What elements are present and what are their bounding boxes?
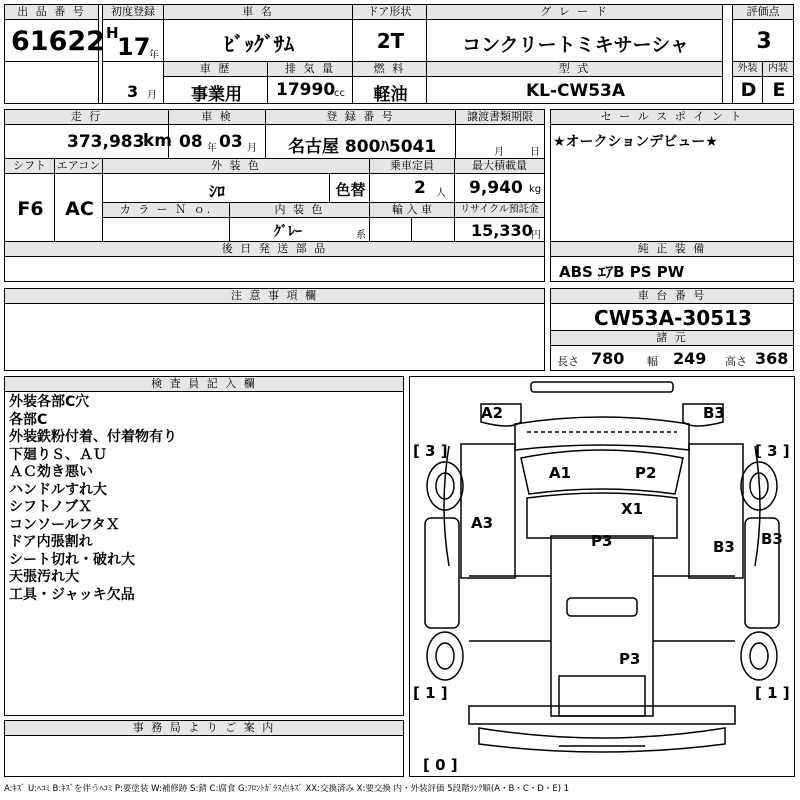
chassis-header: 車 台 番 号 [550, 288, 794, 304]
mileage-cell [4, 124, 173, 159]
year-unit: 年 [149, 50, 159, 61]
shift-cell [4, 173, 55, 242]
inspector-note: ドア内張割れ [9, 534, 93, 550]
lot-no-lower [4, 61, 99, 104]
ac-value: AC [65, 198, 94, 220]
legend-text: A:ｷｽﾞ U:ﾍｺﾐ B:ｷｽﾞを伴うﾍｺﾐ P:要塗装 W:補修跡 S:錆 C:腐食 G:ﾌﾛﾝﾄｶﾞﾗｽ点ｷｽﾞ XX:交換済み X:要交換 内・外装評価 5段階ﾗﾝｸ順(A・B・C・D・E) 1 [4, 784, 570, 794]
chassis-value: CW53A-30513 [594, 306, 752, 330]
model-value: KL-CW53A [525, 81, 626, 101]
length-value: 780 [591, 349, 625, 368]
grade-value: コンクリートミキサーシャ [462, 34, 689, 56]
inspector-note: ＡＣ効き悪い [9, 464, 93, 480]
inspection-header: 車 検 [168, 109, 266, 125]
capacity-cell [369, 173, 455, 203]
chassis-cell [550, 303, 794, 331]
inspector-note: 各部C [9, 411, 48, 428]
lot-no-cell [4, 19, 105, 62]
capacity-header: 乗車定員 [369, 158, 455, 174]
genuine-cell [550, 256, 794, 282]
inspector-note: 工具・ジャッキ欠品 [9, 586, 135, 603]
displacement-unit: cc [334, 88, 345, 99]
max-load-value: 9,940 [469, 178, 523, 198]
inspection-month-value: 03 [219, 132, 243, 152]
recycle-value: 15,330 [471, 221, 533, 240]
door-cell [352, 19, 427, 62]
transfer-header: 譲渡書類期限 [455, 109, 545, 125]
specs-header: 諸 元 [550, 330, 794, 346]
color-change-cell [329, 173, 370, 203]
bracket-bottom-center: [ 0 ] [423, 756, 458, 774]
transfer-cell [455, 124, 545, 159]
car-name-header: 車 名 [163, 4, 353, 20]
grade-cell [426, 19, 723, 62]
recycle-header: リサイクル預託金 [454, 202, 545, 218]
door-value: 2T [376, 29, 405, 53]
displacement-value: 17990 [276, 80, 336, 100]
color-value: ｼﾛ [208, 182, 225, 201]
plate-header: 登 録 番 号 [265, 109, 456, 125]
capacity-value: 2 [414, 178, 426, 198]
exterior-header: 外装 [732, 61, 763, 77]
genuine-value: ABS ｴｱB PS PW [559, 263, 685, 281]
truck-diagram [409, 376, 795, 777]
length-label: 長さ [557, 355, 579, 368]
inspection-cell [168, 124, 266, 159]
inspector-note: 天張汚れ大 [9, 569, 79, 585]
mark-b3-right: B3 [761, 530, 783, 548]
color-header: 外 装 色 [102, 158, 370, 174]
score-value: 3 [756, 29, 772, 54]
exterior-cell [732, 76, 763, 104]
mark-b3-side: B3 [713, 538, 735, 556]
mark-x1: X1 [621, 500, 644, 518]
sales-point-value: ★オークションデビュー★ [553, 134, 718, 150]
fuel-value: 軽油 [373, 85, 408, 105]
inspector-note: コンソールフタＸ [9, 516, 120, 533]
year-value: 17 [117, 33, 151, 61]
month-value: 3 [127, 82, 139, 101]
caution-cell [4, 303, 545, 371]
width-label: 幅 [647, 355, 658, 368]
max-load-cell [454, 173, 545, 203]
transfer-month-unit: 月 [494, 147, 504, 158]
lot-no-value: 61622 [11, 26, 105, 57]
import-header: 輸 入 車 [369, 202, 455, 218]
specs-cell [550, 345, 794, 371]
interior-grade-value: E [772, 79, 786, 101]
inspector-header: 検 査 員 記 入 欄 [4, 376, 404, 392]
shift-header: シフト [4, 158, 55, 174]
history-cell [163, 76, 268, 104]
bracket-top-left: [ 3 ] [413, 442, 448, 460]
int-color-value: ｸﾞﾚｰ [274, 224, 302, 240]
inspector-note: シート切れ・破れ大 [9, 551, 135, 568]
width-value: 249 [673, 349, 707, 368]
car-name-value: ﾋﾞｯｸﾞｻﾑ [224, 32, 294, 56]
bracket-bottom-left: [ 1 ] [413, 684, 448, 702]
mark-p3-bed: P3 [619, 650, 641, 668]
first-reg-cell [102, 19, 164, 62]
month-cell [102, 61, 164, 104]
height-value: 368 [755, 349, 789, 368]
score-cell [732, 19, 794, 62]
sales-point-header: セ ー ル ス ポ イ ン ト [550, 109, 794, 125]
history-header: 車 歴 [163, 61, 268, 77]
lot-no-header: 出 品 番 号 [4, 4, 99, 20]
inspector-note: 下廻りＳ、ＡＵ [9, 446, 107, 463]
ac-header: エアコン [54, 158, 103, 174]
car-name-cell [163, 19, 353, 62]
displacement-header: 排 気 量 [267, 61, 353, 77]
grade-header: グ レ ー ド [426, 4, 723, 20]
inspector-note: シフトノブＸ [9, 499, 93, 515]
office-cell [4, 735, 404, 777]
recycle-unit: 円 [531, 230, 541, 241]
capacity-unit: 人 [436, 188, 446, 199]
inspection-month-unit: 月 [247, 143, 257, 154]
mark-a1: A1 [549, 464, 572, 482]
inspector-note: 外装鉄粉付着、付着物有り [9, 429, 177, 445]
color-no-header: カ ラ ー Ｎ ｏ. [102, 202, 230, 218]
interior-cell [762, 76, 794, 104]
mark-p2: P2 [635, 464, 657, 482]
exterior-grade-value: D [740, 79, 757, 101]
month-unit: 月 [147, 90, 157, 101]
later-parts-cell [4, 256, 545, 282]
inspection-year-unit: 年 [207, 143, 217, 154]
model-cell [426, 76, 723, 104]
mark-b3-top: B3 [703, 404, 725, 422]
era-value: H [106, 24, 119, 42]
inspection-year-value: 08 [179, 132, 203, 152]
ac-cell [54, 173, 103, 242]
recycle-cell [454, 217, 545, 242]
mileage-unit: km [143, 131, 173, 151]
shift-value: F6 [17, 198, 44, 220]
inspector-note: 外装各部C穴 [9, 394, 90, 410]
mark-a2: A2 [481, 404, 504, 422]
fuel-header: 燃 料 [352, 61, 427, 77]
mileage-value: 373,983 [67, 132, 145, 152]
int-color-cell [229, 217, 370, 242]
displacement-cell [267, 76, 353, 104]
color-change-label: 色替 [335, 181, 366, 199]
fuel-cell [352, 76, 427, 104]
max-load-header: 最大積載量 [454, 158, 545, 174]
import-cell [369, 217, 455, 242]
transfer-day-unit: 日 [530, 147, 540, 158]
bracket-bottom-right: [ 1 ] [755, 684, 790, 702]
bracket-top-right: [ 3 ] [755, 442, 790, 460]
history-value: 事業用 [191, 85, 242, 105]
caution-header: 注 意 事 項 欄 [4, 288, 545, 304]
door-header: ドア形状 [352, 4, 427, 20]
max-load-unit: kg [529, 184, 542, 195]
inspector-note: ハンドルすれ大 [9, 481, 107, 498]
score-header: 評価点 [732, 4, 794, 20]
later-parts-header: 後 日 発 送 部 品 [4, 241, 545, 257]
mark-a3: A3 [471, 514, 494, 532]
sales-point-cell [550, 124, 794, 242]
int-color-suffix: 系 [356, 230, 366, 241]
import-divider [411, 217, 412, 242]
mileage-header: 走 行 [4, 109, 169, 125]
int-color-header: 内 装 色 [229, 202, 370, 218]
inspector-notes-cell [4, 391, 404, 716]
color-no-cell [102, 217, 230, 242]
model-header: 型 式 [426, 61, 723, 77]
genuine-header: 純 正 装 備 [550, 241, 794, 257]
first-reg-header: 初度登録 [102, 4, 164, 20]
interior-header: 内装 [762, 61, 794, 77]
height-label: 高さ [725, 355, 747, 368]
plate-value: 名古屋 800ﾊ5041 [288, 137, 437, 157]
plate-cell [265, 124, 456, 159]
mark-p3-cab: P3 [591, 532, 613, 550]
office-header: 事 務 局 よ り ご 案 内 [4, 720, 404, 736]
